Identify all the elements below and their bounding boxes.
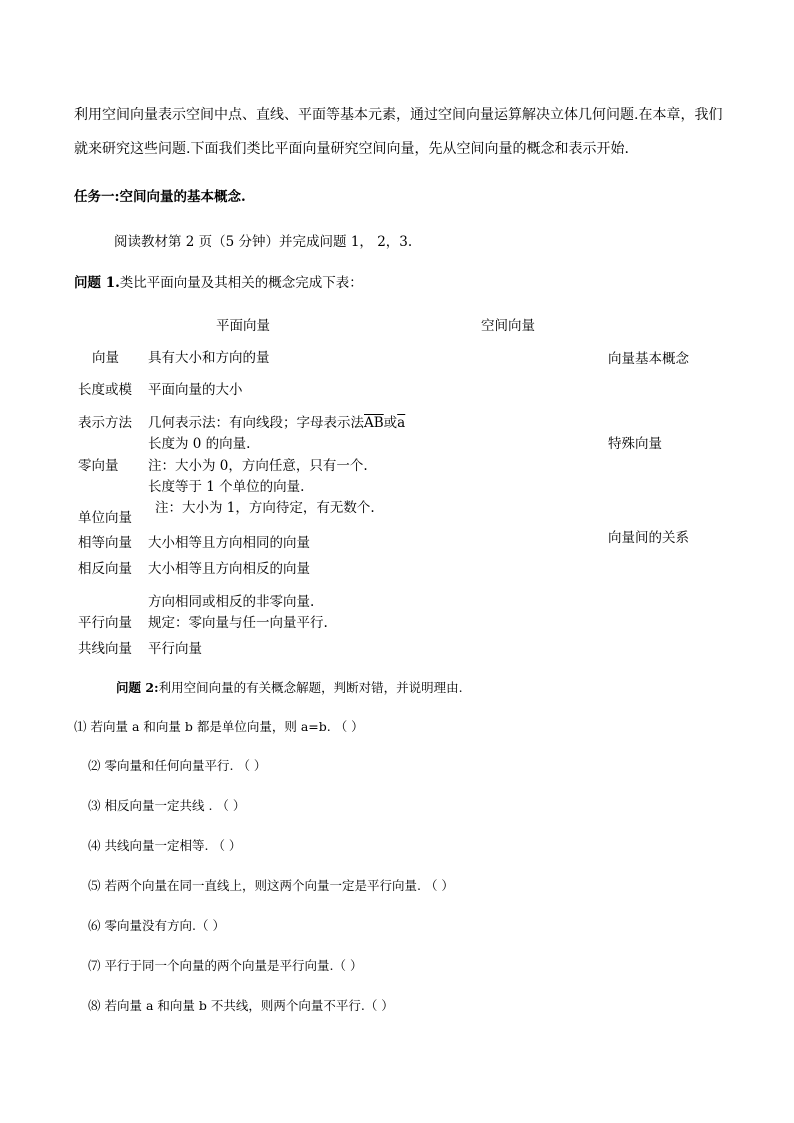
- vector-a-symbol: $\overline{a}$: [397, 415, 406, 431]
- row-desc-zero-2: 注：大小为 0，方向任意，只有一个.: [148, 458, 368, 474]
- judgment-item: ⑻ 若向量 a 和向量 b 不共线，则两个向量不平行.（ ）: [88, 998, 394, 1013]
- row-name-length: 长度或模: [78, 382, 132, 398]
- row-name-zero: 零向量: [78, 458, 119, 474]
- judgment-item: ⑹ 零向量没有方向.（ ）: [88, 918, 225, 933]
- right-label-basic: 向量基本概念: [608, 351, 689, 367]
- reading-instruction: 阅读教材第 2 页（5 分钟）并完成问题 1， 2，3.: [114, 234, 413, 250]
- row-desc-unit-2: 注：大小为 1，方向待定，有无数个.: [155, 500, 375, 516]
- question-2-label: 问题 2:: [116, 680, 159, 695]
- judgment-item: ⑸ 若两个向量在同一直线上，则这两个向量一定是平行向量. （ ）: [88, 878, 454, 893]
- question-2-text: 利用空间向量的有关概念解题，判断对错，并说明理由.: [158, 680, 463, 695]
- intro-paragraph: 利用空间向量表示空间中点、直线、平面等基本元素，通过空间向量运算解决立体几何问题.在本章，我们就来研究这些问题.下面我们类比平面向量研究空间向量，先从空间向量的概念和表示开始.: [74, 107, 723, 157]
- judgment-item: ⑴ 若向量 a 和向量 b 都是单位向量，则 a=b. （ ）: [74, 719, 364, 734]
- row-name-collinear: 共线向量: [78, 641, 132, 657]
- question-1: [74, 271, 363, 291]
- judgment-item: ⑵ 零向量和任何向量平行. （ ）: [88, 758, 267, 773]
- row-desc-equal: 大小相等且方向相同的向量: [148, 535, 310, 551]
- row-desc-parallel-2: 规定：零向量与任一向量平行.: [148, 615, 328, 631]
- header-space-vector: 空间向量: [481, 318, 535, 334]
- right-label-special: 特殊向量: [608, 436, 662, 452]
- task1-title: 任务一:空间向量的基本概念.: [74, 189, 246, 205]
- judgment-item: ⑺ 平行于同一个向量的两个向量是平行向量.（ ）: [88, 958, 363, 973]
- row-desc-unit-1: 长度等于 1 个单位的向量.: [148, 479, 305, 495]
- row-name-unit: 单位向量: [78, 510, 132, 526]
- row-desc-parallel-1: 方向相同或相反的非零向量.: [148, 594, 315, 610]
- question-1-text: 类比平面向量及其相关的概念完成下表：: [119, 275, 363, 291]
- row-desc-vector: 具有大小和方向的量: [148, 350, 270, 366]
- judgment-item: ⑷ 共线向量一定相等. （ ）: [88, 838, 242, 853]
- row-name-parallel: 平行向量: [78, 615, 132, 631]
- row-name-opposite: 相反向量: [78, 561, 132, 577]
- row-name-representation: 表示方法: [78, 415, 132, 431]
- row-name-vector: 向量: [92, 350, 119, 366]
- row-name-equal: 相等向量: [78, 535, 132, 551]
- question-1-label: 问题 1.: [74, 275, 120, 291]
- row-desc-collinear: 平行向量: [148, 641, 202, 657]
- row-desc-zero-1: 长度为 0 的向量.: [148, 436, 251, 452]
- judgment-item: ⑶ 相反向量一定共线 . （ ）: [88, 798, 246, 813]
- row-desc-opposite: 大小相等且方向相反的向量: [148, 561, 310, 577]
- header-plane-vector: 平面向量: [216, 318, 270, 334]
- row-desc-representation: 几何表示法：有向线段；字母表示法$\overline{AB}$或$\overline{a}$: [148, 415, 406, 431]
- question-2: [116, 678, 463, 696]
- vector-ab-symbol: $\overline{AB}$: [364, 415, 384, 431]
- right-label-relation: 向量间的关系: [608, 530, 689, 546]
- row-desc-length: 平面向量的大小: [148, 382, 243, 398]
